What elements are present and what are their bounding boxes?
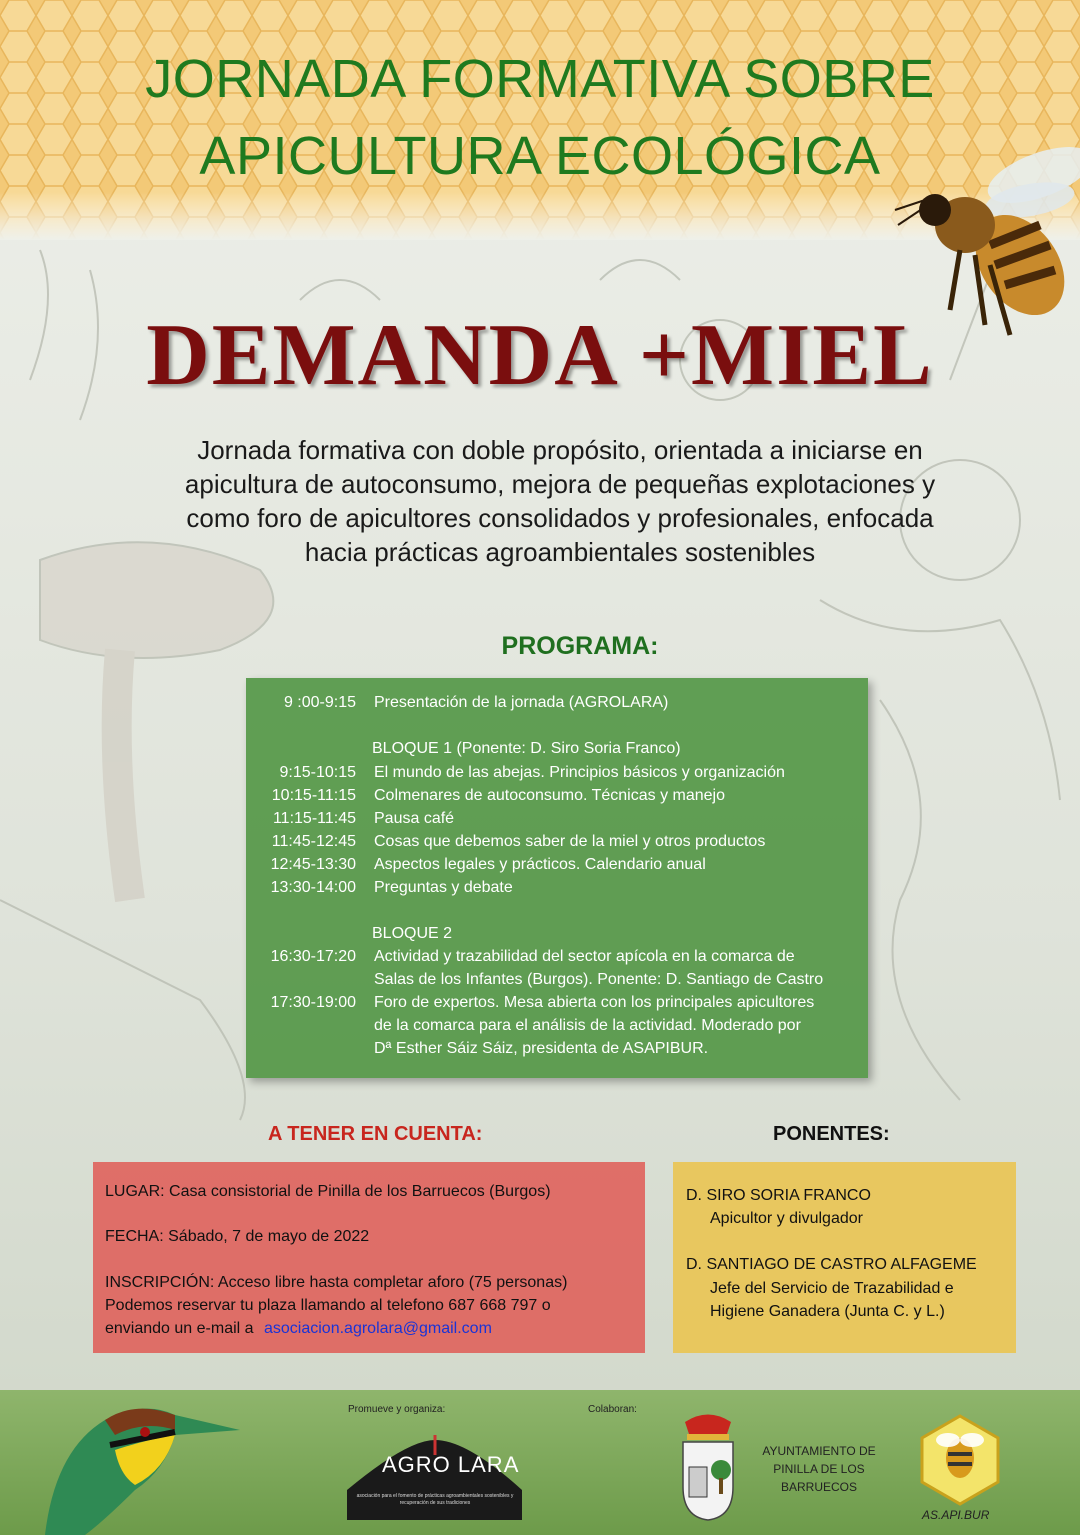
programa-heading: PROGRAMA: bbox=[501, 632, 659, 660]
promueve-label: Promueve y organiza: bbox=[348, 1404, 446, 1415]
ayuntamiento-line: BARRUECOS bbox=[780, 1480, 857, 1494]
info-box bbox=[93, 1162, 645, 1353]
title-line-1: JORNADA FORMATIVA SOBRE bbox=[145, 49, 935, 109]
lugar-text: LUGAR: Casa consistorial de Pinilla de los Barruecos (Burgos) bbox=[105, 1183, 551, 1200]
schedule-item: Presentación de la jornada (AGROLARA) bbox=[374, 694, 669, 711]
email-link[interactable]: asociacion.agrolara@gmail.com bbox=[264, 1320, 492, 1337]
ponente-name: D. SIRO SORIA FRANCO bbox=[686, 1187, 871, 1204]
ayuntamiento-line: PINILLA DE LOS bbox=[773, 1462, 865, 1476]
colaboran-label: Colaboran: bbox=[588, 1404, 637, 1415]
schedule-item: Salas de los Infantes (Burgos). Ponente: D. Santiago de Castro bbox=[374, 971, 824, 988]
ponente-name: D. SANTIAGO DE CASTRO ALFAGEME bbox=[686, 1256, 977, 1273]
ayuntamiento-line: AYUNTAMIENTO DE bbox=[762, 1444, 876, 1458]
schedule-item: de la comarca para el análisis de la actividad. Moderado por bbox=[374, 1017, 801, 1034]
tener-heading: A TENER EN CUENTA: bbox=[268, 1123, 483, 1145]
inscripcion-line: enviando un e-mail a bbox=[105, 1320, 254, 1337]
schedule-time: 16:30-17:20 bbox=[270, 948, 356, 965]
title-line-2: APICULTURA ECOLÓGICA bbox=[199, 126, 881, 186]
bloque2-title: BLOQUE 2 bbox=[372, 925, 453, 942]
asapibur-label: AS.API.BUR bbox=[922, 1508, 990, 1522]
agrolara-tagline: asociación para el fomento de prácticas agroambientales sostenibles y recuperación de sus tradiciones bbox=[356, 1493, 514, 1506]
schedule-item: Dª Esther Sáiz Sáiz, presidenta de ASAPIBUR. bbox=[374, 1040, 709, 1057]
agrolara-logo bbox=[347, 1430, 522, 1522]
ayuntamiento-label bbox=[748, 1442, 890, 1496]
schedule-item: Aspectos legales y prácticos. Calendario anual bbox=[374, 856, 706, 873]
schedule-item: Pausa café bbox=[374, 810, 455, 827]
intro-line: hacia prácticas agroambientales sostenibles bbox=[304, 537, 816, 567]
schedule-item: Foro de expertos. Mesa abierta con los principales apicultores bbox=[374, 994, 815, 1011]
fecha-text: FECHA: Sábado, 7 de mayo de 2022 bbox=[105, 1228, 370, 1245]
schedule-time: 11:45-12:45 bbox=[271, 833, 356, 850]
programa-box bbox=[246, 678, 868, 1078]
inscripcion-text bbox=[105, 1320, 492, 1338]
schedule-time: 12:45-13:30 bbox=[270, 856, 356, 873]
asapibur-logo-icon bbox=[918, 1414, 1002, 1506]
schedule-time: 13:30-14:00 bbox=[270, 879, 356, 896]
ponente-role: Higiene Ganadera (Junta C. y L.) bbox=[710, 1303, 945, 1320]
ponente-role: Apicultor y divulgador bbox=[710, 1210, 863, 1227]
bee-eater-bird-icon bbox=[25, 1360, 240, 1535]
ponente-role: Jefe del Servicio de Trazabilidad e bbox=[710, 1280, 954, 1297]
ponentes-box bbox=[673, 1162, 1016, 1353]
intro-line: Jornada formativa con doble propósito, orientada a iniciarse en bbox=[197, 435, 923, 465]
bloque1-title: BLOQUE 1 (Ponente: D. Siro Soria Franco) bbox=[372, 740, 681, 757]
intro-text bbox=[100, 433, 1020, 569]
schedule-item: Preguntas y debate bbox=[374, 879, 513, 896]
coat-of-arms-icon bbox=[677, 1412, 739, 1522]
headline: DEMANDA +MIEL bbox=[146, 307, 934, 404]
intro-line: como foro de apicultores consolidados y profesionales, enfocada bbox=[186, 503, 934, 533]
inscripcion-text: INSCRIPCIÓN: Acceso libre hasta completar aforo (75 personas) bbox=[105, 1274, 568, 1291]
schedule-time: 17:30-19:00 bbox=[270, 994, 356, 1011]
inscripcion-text: Podemos reservar tu plaza llamando al telefono 687 668 797 o bbox=[105, 1297, 551, 1314]
schedule-item: Cosas que debemos saber de la miel y otros productos bbox=[374, 833, 766, 850]
schedule-item: Colmenares de autoconsumo. Técnicas y manejo bbox=[374, 787, 725, 804]
ponentes-heading: PONENTES: bbox=[773, 1123, 890, 1145]
intro-line: apicultura de autoconsumo, mejora de pequeñas explotaciones y bbox=[184, 469, 936, 499]
schedule-time: 10:15-11:15 bbox=[271, 787, 356, 804]
agrolara-name: AGRO LARA bbox=[382, 1452, 520, 1477]
schedule-item: El mundo de las abejas. Principios básicos y organización bbox=[374, 764, 785, 781]
schedule-item: Actividad y trazabilidad del sector apícola en la comarca de bbox=[374, 948, 795, 965]
schedule-time: 9 :00-9:15 bbox=[283, 694, 356, 711]
schedule-time: 9:15-10:15 bbox=[279, 764, 356, 781]
schedule-time: 11:15-11:45 bbox=[272, 810, 356, 827]
